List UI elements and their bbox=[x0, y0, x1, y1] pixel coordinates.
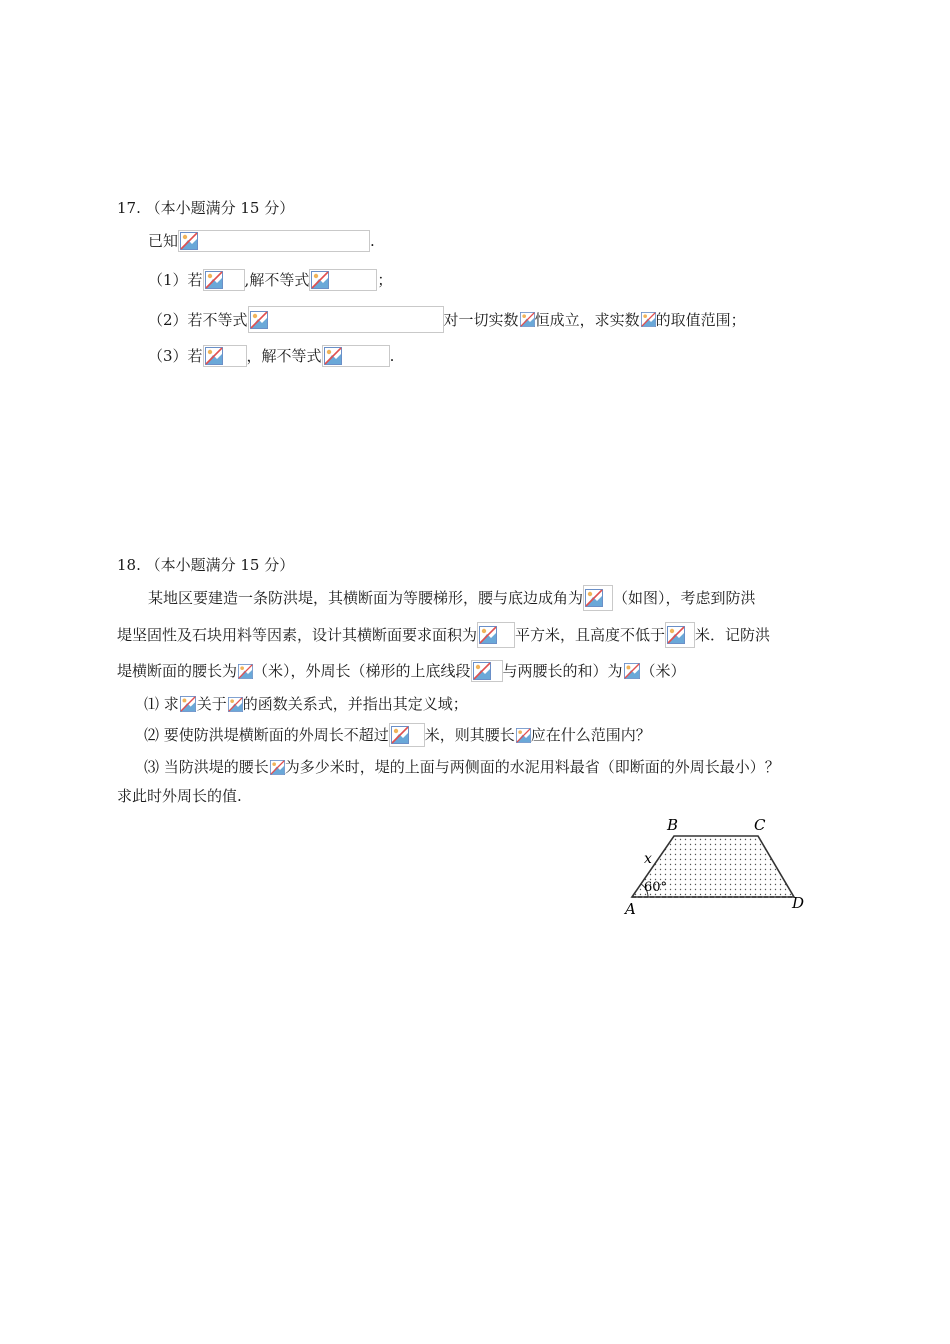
q18-l3-text-a: 堤横断面的腰长为 bbox=[117, 662, 238, 680]
q17-p2-text-b: 对一切实数 bbox=[443, 310, 519, 329]
label-d: D bbox=[792, 894, 805, 912]
q18-l2-text-a: 堤坚固性及石块用料等因素，设计其横断面要求面积为 bbox=[117, 626, 478, 644]
q18-l3-text-d: （米） bbox=[640, 662, 686, 680]
label-c: C bbox=[754, 816, 766, 834]
q17-given-suffix: . bbox=[370, 232, 375, 250]
label-a: A bbox=[625, 900, 636, 918]
broken-image-icon bbox=[667, 626, 685, 644]
formula-placeholder bbox=[269, 756, 285, 778]
q17-p3-text-c: . bbox=[389, 347, 395, 365]
broken-image-icon bbox=[250, 311, 268, 329]
q18-header bbox=[117, 553, 294, 577]
q18-s1-text-a: ⑴ 求 bbox=[144, 695, 179, 713]
label-b: B bbox=[667, 816, 679, 834]
q17-p1-text-a: （1）若 bbox=[148, 271, 203, 289]
broken-image-icon bbox=[479, 626, 497, 644]
broken-image-icon bbox=[473, 662, 491, 680]
trapezoid-figure bbox=[618, 812, 836, 924]
q18-s3-text-c: 求此时外周长的值. bbox=[117, 787, 242, 805]
broken-image-icon bbox=[516, 728, 531, 743]
broken-image-icon bbox=[205, 271, 223, 289]
q17-p1-text-b: ,解不等式 bbox=[244, 271, 310, 289]
q18-header-text: 18. （本小题满分 15 分） bbox=[117, 556, 295, 574]
q18-s1-text-c: 的函数关系式，并指出其定义域； bbox=[242, 695, 468, 713]
broken-image-icon bbox=[585, 589, 603, 607]
q17-header bbox=[117, 196, 294, 220]
formula-placeholder bbox=[389, 723, 425, 747]
q18-sub3 bbox=[144, 755, 780, 779]
q18-s3-text-a: ⑶ 当防洪堤的腰长 bbox=[144, 758, 269, 776]
broken-image-icon bbox=[228, 697, 243, 712]
q17-p3-text-a: （3）若 bbox=[148, 347, 203, 365]
q17-p2-text-d: 的取值范围； bbox=[655, 310, 746, 329]
q17-p3-text-b: ，解不等式 bbox=[246, 347, 322, 365]
broken-image-icon bbox=[641, 312, 656, 327]
formula-placeholder bbox=[237, 660, 253, 682]
label-angle: 60° bbox=[644, 880, 668, 895]
formula-placeholder bbox=[519, 309, 535, 331]
formula-placeholder bbox=[309, 269, 377, 291]
q18-l2-text-b: 平方米，且高度不低于 bbox=[515, 626, 666, 644]
formula-placeholder bbox=[248, 306, 444, 333]
q18-sub3-cont bbox=[117, 784, 242, 808]
q17-p1-text-c: ； bbox=[377, 271, 393, 289]
formula-placeholder bbox=[203, 269, 245, 291]
broken-image-icon bbox=[205, 347, 223, 365]
broken-image-icon bbox=[270, 760, 285, 775]
q18-sub2 bbox=[144, 723, 651, 747]
formula-placeholder bbox=[623, 660, 641, 682]
broken-image-icon bbox=[520, 312, 535, 327]
broken-image-icon bbox=[391, 726, 409, 744]
q17-part3 bbox=[148, 344, 394, 368]
q18-s1-text-b: 关于 bbox=[196, 695, 227, 713]
formula-placeholder bbox=[203, 345, 247, 367]
formula-placeholder bbox=[178, 230, 370, 252]
q18-l1-text-b: （如图），考虑到防洪 bbox=[613, 589, 756, 607]
formula-placeholder bbox=[322, 345, 390, 367]
q18-l3-text-c: 与两腰长的和）为 bbox=[502, 662, 623, 680]
broken-image-icon bbox=[180, 696, 196, 712]
q17-given bbox=[148, 229, 375, 253]
formula-placeholder bbox=[179, 693, 197, 715]
q18-s3-text-b: 为多少米时，堤的上面与两侧面的水泥用料最省（即断面的外周长最小）？ bbox=[284, 758, 780, 776]
q18-line3 bbox=[117, 659, 686, 683]
broken-image-icon bbox=[238, 664, 253, 679]
q17-part2 bbox=[148, 306, 746, 333]
formula-placeholder bbox=[515, 724, 531, 746]
q18-s2-text-a: ⑵ 要使防洪堤横断面的外周长不超过 bbox=[144, 726, 389, 744]
broken-image-icon bbox=[311, 271, 329, 289]
broken-image-icon bbox=[180, 232, 198, 250]
q17-part1 bbox=[148, 268, 392, 292]
q17-p2-text-c: 恒成立，求实数 bbox=[534, 310, 640, 329]
q17-given-prefix: 已知 bbox=[148, 232, 179, 250]
q18-line1 bbox=[148, 585, 756, 611]
q18-l1-text-a: 某地区要建造一条防洪堤，其横断面为等腰梯形，腰与底边成角为 bbox=[148, 589, 584, 607]
q18-l3-text-b: （米），外周长（梯形的上底线段 bbox=[253, 662, 471, 680]
trapezoid-diagram bbox=[618, 812, 836, 924]
formula-placeholder bbox=[665, 622, 695, 648]
q17-header-text: 17. （本小题满分 15 分） bbox=[117, 199, 295, 217]
formula-placeholder bbox=[640, 309, 656, 331]
formula-placeholder bbox=[471, 660, 503, 682]
label-x: x bbox=[644, 851, 652, 867]
formula-placeholder bbox=[477, 622, 515, 648]
broken-image-icon bbox=[324, 347, 342, 365]
q18-sub1 bbox=[144, 692, 468, 716]
q18-l2-text-c: 米．记防洪 bbox=[695, 626, 771, 644]
q17-p2-text-a: （2）若不等式 bbox=[148, 310, 248, 329]
formula-placeholder bbox=[227, 693, 243, 715]
broken-image-icon bbox=[624, 663, 640, 679]
q18-s2-text-c: 应在什么范围内？ bbox=[530, 726, 651, 744]
q18-line2 bbox=[117, 622, 770, 648]
q18-s2-text-b: 米，则其腰长 bbox=[424, 726, 515, 744]
formula-placeholder bbox=[583, 585, 613, 611]
